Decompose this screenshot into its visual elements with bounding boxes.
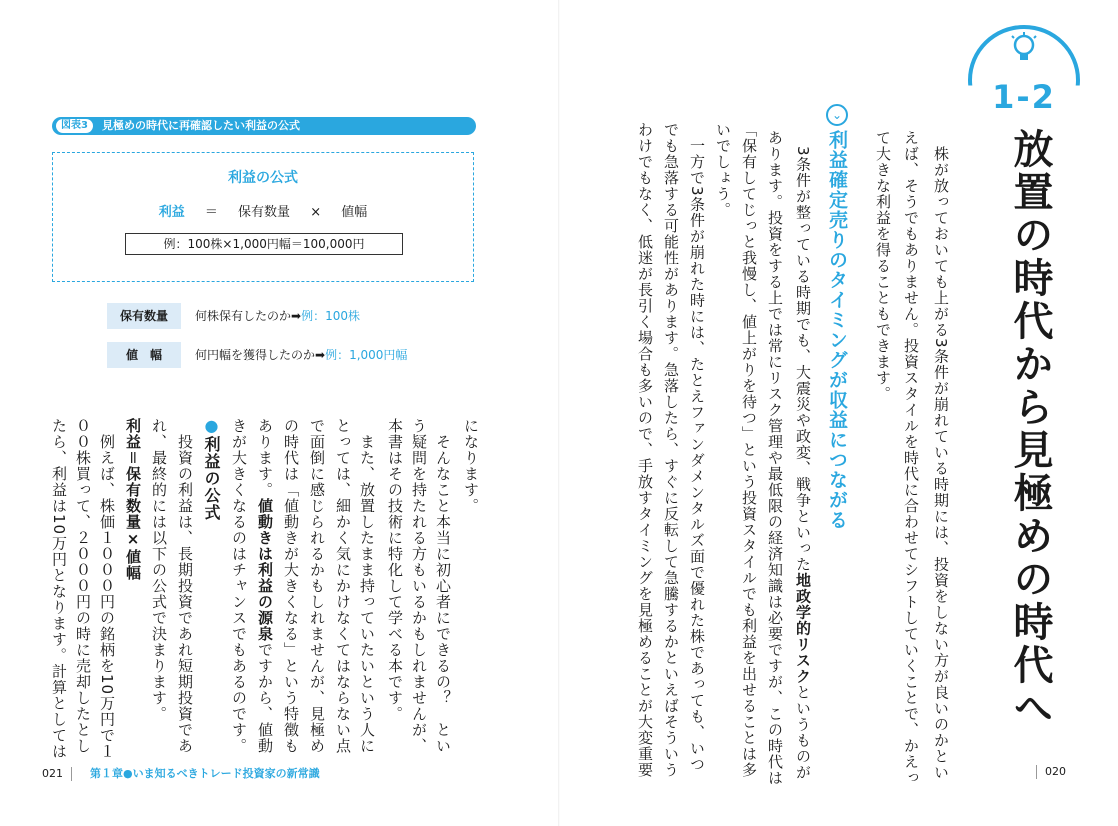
body-column: わけでもなく、低迷が長引く場合も多いので、手放すタイミングを見極めることが大変重要 (636, 122, 654, 778)
heading-dot-icon: ● (202, 416, 221, 436)
formula-example: 例：100株×1,000円幅＝100,000円 (125, 233, 403, 255)
body-column: の時代は「値動きが大きくなる」という特徴も (282, 418, 300, 754)
body-column: また、放置したまま持っていたいという人に (358, 418, 376, 754)
lightbulb-icon (1010, 32, 1038, 66)
body-column: 「保有してじっと我慢し、値上がりを待つ」という投資スタイルでも利益を出せることは多 (740, 122, 758, 778)
body-column (254, 418, 276, 754)
definition-label: 保有数量 (107, 303, 181, 329)
chevron-down-icon: ⌄ (826, 104, 848, 126)
body-column: とっては、細かく気にかけなくてはならない点 (334, 418, 352, 754)
body-column: 本書はその技術に特化して学べる本です。 (386, 418, 404, 722)
page-number: 021 (42, 767, 63, 780)
body-text: というものが (794, 684, 812, 781)
figure-header (52, 117, 476, 135)
formula-text: 利益＝保有数量×値幅 (124, 418, 142, 582)
body-column: きが大きくなるのはチャンスでもあるのです。 (230, 418, 248, 754)
footer-divider (71, 767, 72, 781)
body-bold: 値動きは利益の源泉 (256, 498, 274, 642)
body-column: ００株買って、２０００円の時に売却したとし (74, 418, 92, 754)
footer-left (42, 765, 320, 781)
body-column: たら、利益は10万円となります。計算としては (50, 418, 68, 760)
body-column: あります。投資をする上では常にリスク管理や最低限の経済知識は必要ですが、この時代は (766, 130, 784, 786)
definition-text (195, 303, 360, 329)
body-column (792, 130, 814, 781)
page-number: 020 (1045, 765, 1066, 778)
body-column: 投資の利益は、長期投資であれ短期投資であ (176, 418, 194, 754)
formula-quantity: 保有数量 (238, 205, 291, 220)
definition-text (195, 342, 407, 368)
definition-example: 例：100株 (301, 309, 360, 323)
definition-example: 例：1,000円幅 (325, 348, 408, 362)
section-number: 1-2 (992, 78, 1056, 116)
formula-line (53, 201, 473, 220)
body-bold: 地政学的リスク (794, 572, 812, 685)
definition-desc: 何株保有したのか➡ (195, 309, 302, 323)
figure-tag: 図表3 (56, 119, 93, 133)
body-text: あります。 (256, 418, 274, 498)
figure-title: 見極めの時代に再確認したい利益の公式 (102, 119, 300, 132)
body-column: になります。 (462, 418, 480, 514)
body-column: れ、最終的には以下の公式で決まります。 (150, 418, 168, 722)
formula-heading: 利益の公式 (228, 170, 298, 186)
body-column: う疑問を持たれる方もいるかもしれませんが、 (410, 418, 428, 754)
body-column: て大きな利益を得ることもできます。 (874, 130, 892, 402)
definition-desc: 何円幅を獲得したのか➡ (195, 348, 326, 362)
formula-equals: ＝ (204, 205, 218, 220)
body-column: で面倒に感じられるかもしれませんが、見極め (308, 418, 326, 754)
chapter-title: 第１章●いま知るべきトレード投資家の新常識 (90, 767, 320, 780)
formula-box (52, 152, 474, 282)
body-column: 株が放っておいても上がる3条件が崩れている時期には、投資をしない方が良いのかとい (932, 130, 950, 781)
body-column: 例えば、株価１０００円の銘柄を10万円で１ (98, 418, 116, 760)
body-column: いでしょう。 (714, 122, 732, 218)
formula-width: 値幅 (341, 205, 368, 220)
definition-label: 値 幅 (107, 342, 181, 368)
body-column: でも急落する可能性があります。急落したら、すぐに反転して急騰するかといえばそういう (662, 122, 680, 778)
heading-text: 利益の公式 (202, 436, 221, 521)
chapter-main-title: 放置の時代から見極めの時代へ (1007, 128, 1053, 730)
body-column: えば、そうでもありません。投資スタイルを時代に合わせてシフトしていくことで、かえっ (902, 130, 920, 786)
gutter (558, 0, 560, 826)
subheading: 利益確定売りのタイミングが収益につながる (826, 130, 848, 530)
body-column: そんなこと本当に初心者にできるの？ とい (434, 418, 452, 754)
footer-right (1036, 765, 1066, 779)
formula-times: × (310, 205, 322, 220)
footer-divider (1036, 765, 1037, 779)
formula-profit: 利益 (158, 205, 185, 220)
section-heading (200, 416, 223, 521)
body-text: 3条件が整っている時期でも、大震災や政変、戦争といった (794, 130, 812, 573)
body-text: ですから、値動 (256, 642, 274, 754)
body-column: 一方で3条件が崩れた時には、たとえファンダメンタルズ面で優れた株であっても、いつ (688, 122, 706, 773)
